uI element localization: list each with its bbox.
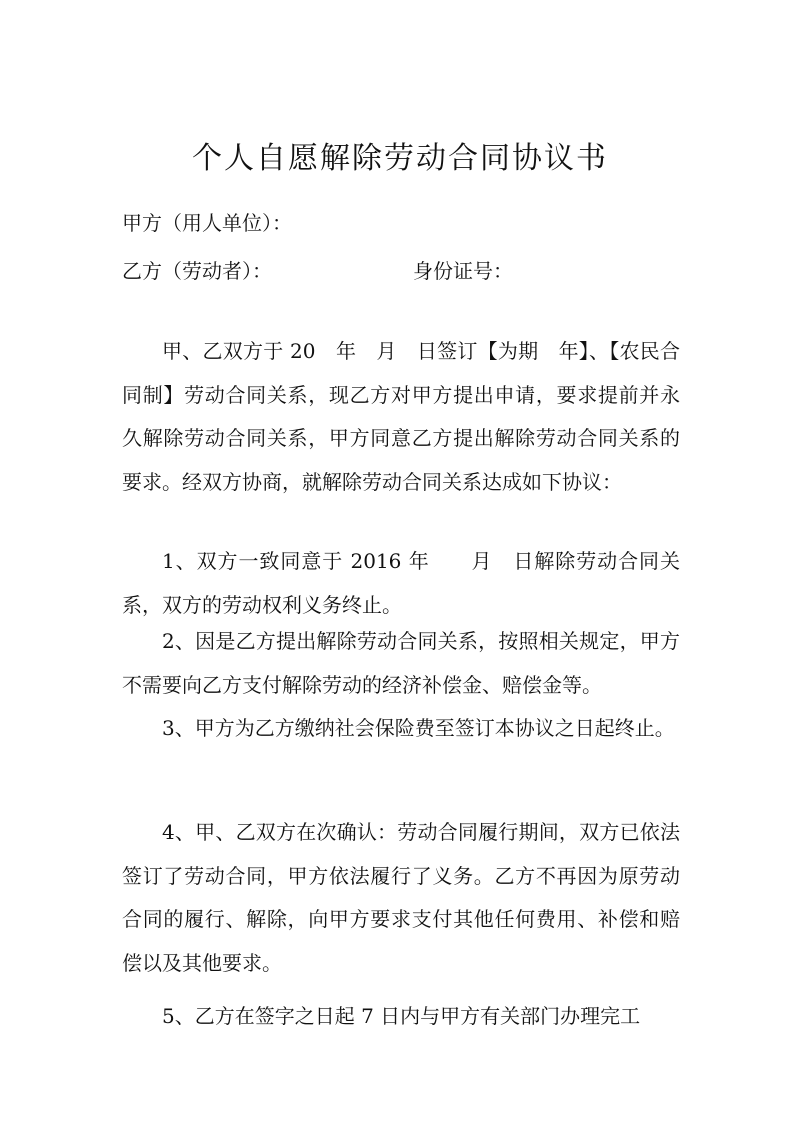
clause-5-paragraph: 5、乙方在签字之日起 7 日内与甲方有关部门办理完工 (162, 1004, 641, 1028)
party-a-label: 甲方（用人单位）： (122, 211, 292, 235)
clause-2-paragraph: 2、因是乙方提出解除劳动合同关系，按照相关规定，甲方不需要向乙方支付解除劳动的经济补偿金、赔偿金等。 (122, 629, 680, 697)
clause-4-paragraph: 4、甲、乙双方在次确认：劳动合同履行期间，双方已依法签订了劳动合同，甲方依法履行了义务。乙方不再因为原劳动合同的履行、解除，向甲方要求支付其他任何费用、补偿和赔偿以及其他要求。 (122, 820, 680, 975)
id-number-label: 身份证号： (413, 259, 513, 283)
intro-paragraph: 甲、乙双方于 20 年 月 日签订【为期 年】、【农民合同制】劳动合同关系，现乙方对甲方提出申请，要求提前并永久解除劳动合同关系，甲方同意乙方提出解除劳动合同关系的要求。经双方协商，就解除劳动合同关系达成如下协议： (122, 339, 680, 494)
clause-3-paragraph: 3、甲方为乙方缴纳社会保险费至签订本协议之日起终止。 (162, 716, 675, 740)
document-title: 个人自愿解除劳动合同协议书 (192, 141, 608, 177)
clause-1-paragraph: 1、双方一致同意于 2016 年 月 日解除劳动合同关系，双方的劳动权利义务终止。 (122, 549, 680, 617)
party-b-label: 乙方（劳动者）： (122, 259, 272, 283)
